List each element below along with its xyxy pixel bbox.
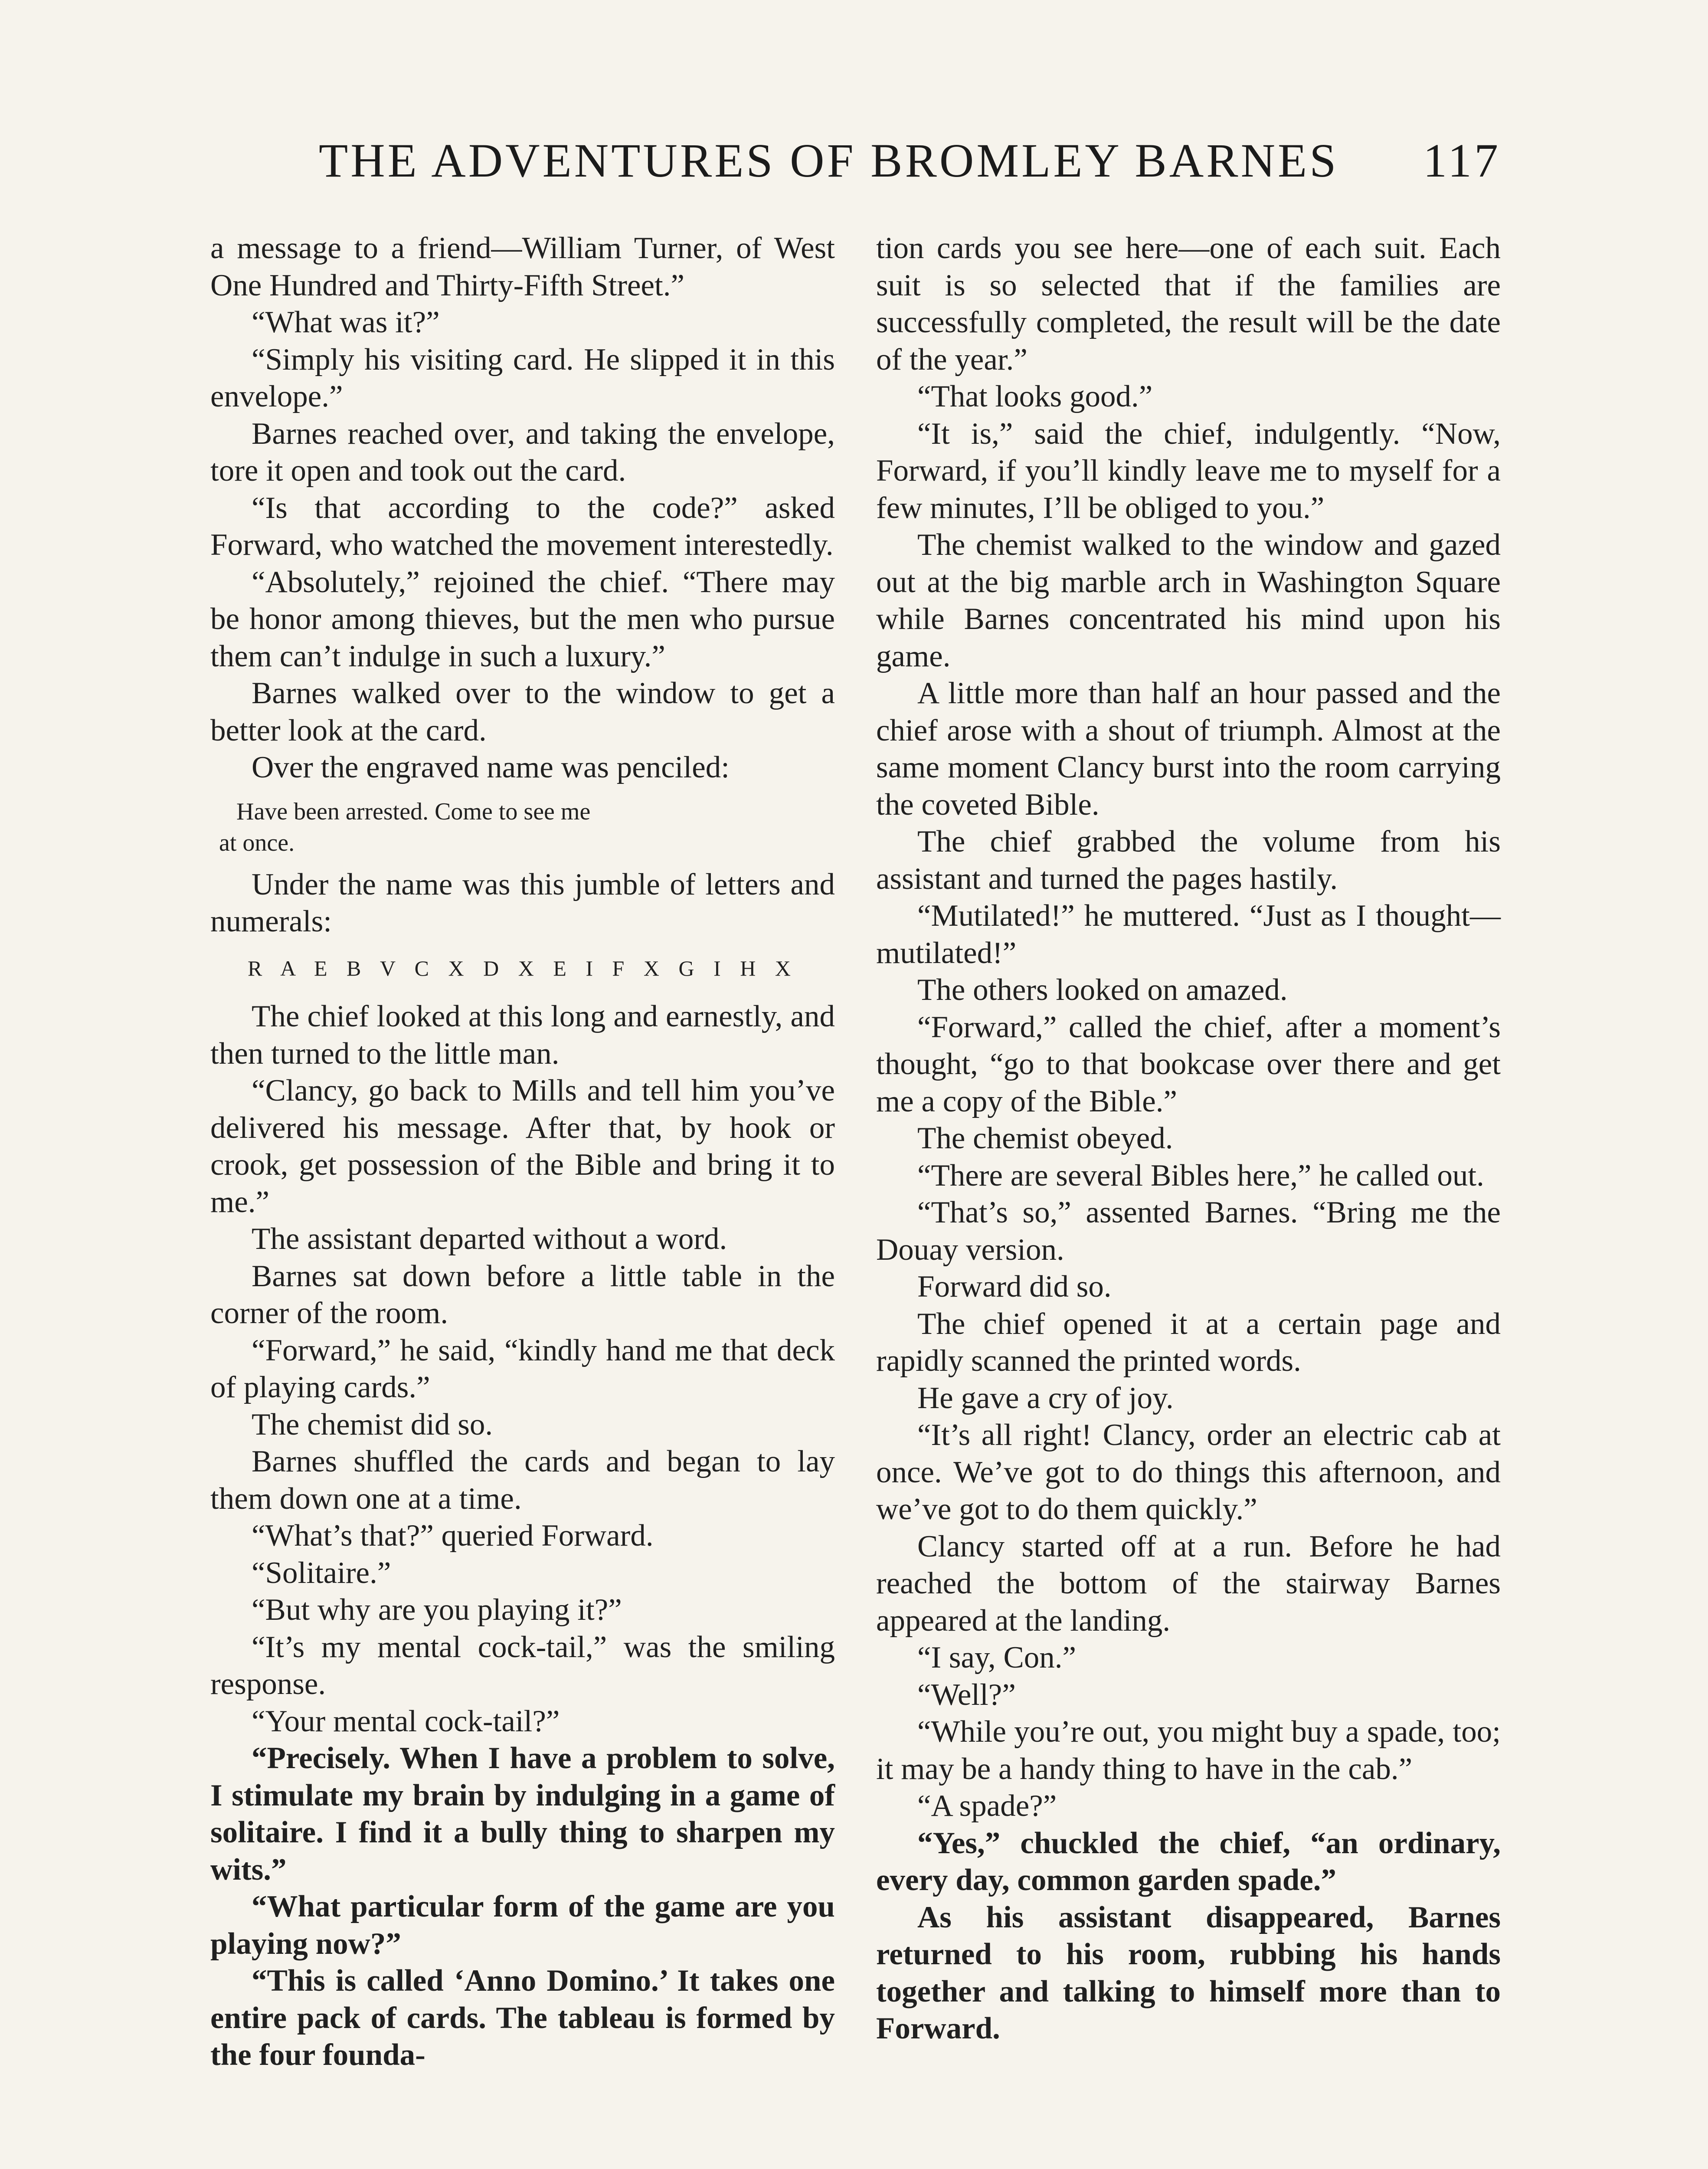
left-column xyxy=(210,230,835,2074)
paragraph: “Simply his visiting card. He slipped it in this envelope.” xyxy=(210,342,835,413)
paragraph: “Absolutely,” rejoined the chief. “There may be honor among thieves, but the men who pursue them can’t indulge in such a luxury.” xyxy=(210,565,835,673)
paragraph: “This is called ‘Anno Domino.’ It takes one entire pack of cards. The tableau is formed by the four founda- xyxy=(210,1964,835,2072)
paragraph: “Precisely. When I have a problem to solve, I stimulate my brain by indulging in a game of solitaire. I find it a bully thing to sharpen my wits.” xyxy=(210,1741,835,1887)
paragraph: “What was it?” xyxy=(252,305,440,339)
paragraph: The chief grabbed the volume from his assistant and turned the pages hastily. xyxy=(876,825,1501,896)
paragraph: Barnes reached over, and taking the envelope, tore it open and took out the card. xyxy=(210,416,835,488)
paragraph: Barnes sat down before a little table in the corner of the room. xyxy=(210,1259,835,1330)
paragraph: “That’s so,” assented Barnes. “Bring me the Douay version. xyxy=(876,1196,1501,1267)
paragraph: “Well?” xyxy=(917,1678,1016,1712)
paragraph: “Is that according to the code?” asked Forward, who watched the movement interestedly. xyxy=(210,491,835,562)
paragraph: Clancy started off at a run. Before he had reached the bottom of the stairway Barnes appeared at the landing. xyxy=(876,1529,1501,1638)
running-header xyxy=(319,130,1501,191)
paragraph: Barnes shuffled the cards and began to lay them down one at a time. xyxy=(210,1445,835,1516)
paragraph: A little more than half an hour passed and the chief arose with a shout of triumph. Almost at the same moment Clancy burst into the room carrying the coveted Bible. xyxy=(876,676,1501,822)
page-number: 117 xyxy=(1423,134,1501,187)
paragraph: The chemist did so. xyxy=(252,1407,493,1442)
paragraph: “It’s my mental cock-tail,” was the smiling response. xyxy=(210,1630,835,1701)
right-column xyxy=(876,230,1501,2048)
paragraph: “I say, Con.” xyxy=(917,1641,1076,1674)
paragraph: As his assistant disappeared, Barnes returned to his room, rubbing his hands together and talking to himself more than to Forward. xyxy=(876,1900,1501,2045)
paragraph: The assistant departed without a word. xyxy=(252,1222,727,1256)
paragraph: “Clancy, go back to Mills and tell him you’ve delivered his message. After that, by hook or crook, get possession of the Bible and bring it to me.” xyxy=(210,1074,835,1219)
paragraph: “That looks good.” xyxy=(917,380,1153,413)
paragraph: “But why are you playing it?” xyxy=(252,1593,622,1627)
paragraph: He gave a cry of joy. xyxy=(917,1381,1174,1415)
paragraph: “It is,” said the chief, indulgently. “Now, Forward, if you’ll kindly leave me to myself for a few minutes, I’ll be obliged to you.” xyxy=(876,416,1501,525)
paragraph: The others looked on amazed. xyxy=(917,973,1288,1007)
running-title: THE ADVENTURES OF BROMLEY BARNES xyxy=(319,134,1339,187)
paragraph: The chemist walked to the window and gazed out at the big marble arch in Washington Square while Barnes concentrated his mind upon his game. xyxy=(876,528,1501,673)
paragraph: “Yes,” chuckled the chief, “an ordinary, every day, common garden spade.” xyxy=(876,1826,1501,1897)
paragraph: The chief opened it at a certain page and rapidly scanned the printed words. xyxy=(876,1307,1501,1378)
paragraph: Forward did so. xyxy=(917,1270,1112,1304)
paragraph: Over the engraved name was penciled: xyxy=(252,750,730,784)
paragraph: “It’s all right! Clancy, order an electric cab at once. We’ve got to do things this afternoon, and we’ve got to do them quickly.” xyxy=(876,1418,1501,1526)
paragraph: “Mutilated!” he muttered. “Just as I thought—mutilated!” xyxy=(876,899,1501,970)
paragraph: “What’s that?” queried Forward. xyxy=(252,1519,654,1553)
paragraph: “While you’re out, you might buy a spade, too; it may be a handy thing to have in the cab.” xyxy=(876,1715,1501,1786)
paragraph: “There are several Bibles here,” he called out. xyxy=(917,1158,1484,1193)
paragraph: a message to a friend—William Turner, of West One Hundred and Thirty-Fifth Street.” xyxy=(210,231,835,302)
note-line: at once. xyxy=(219,829,295,856)
paragraph: Barnes walked over to the window to get a better look at the card. xyxy=(210,676,835,747)
paragraph: Under the name was this jumble of letters and numerals: xyxy=(210,867,835,938)
cipher-code: R A E B V C X D X E I F X G I H X xyxy=(248,956,798,980)
paragraph: tion cards you see here—one of each suit. Each suit is so selected that if the families are successfully completed, the result will be the date of the year.” xyxy=(876,231,1501,377)
paragraph: “Solitaire.” xyxy=(252,1556,391,1590)
penciled-note xyxy=(210,796,835,858)
note-line: Have been arrested. Come to see me xyxy=(236,798,591,825)
paragraph: “Forward,” called the chief, after a moment’s thought, “go to that bookcase over there and get me a copy of the Bible.” xyxy=(876,1010,1501,1118)
paragraph: “What particular form of the game are you playing now?” xyxy=(210,1890,835,1961)
paragraph: The chemist obeyed. xyxy=(917,1121,1173,1155)
paragraph: “Forward,” he said, “kindly hand me that deck of playing cards.” xyxy=(210,1333,835,1404)
paragraph: “A spade?” xyxy=(917,1789,1057,1823)
paragraph: “Your mental cock-tail?” xyxy=(252,1704,560,1738)
paragraph: The chief looked at this long and earnestly, and then turned to the little man. xyxy=(210,999,835,1071)
